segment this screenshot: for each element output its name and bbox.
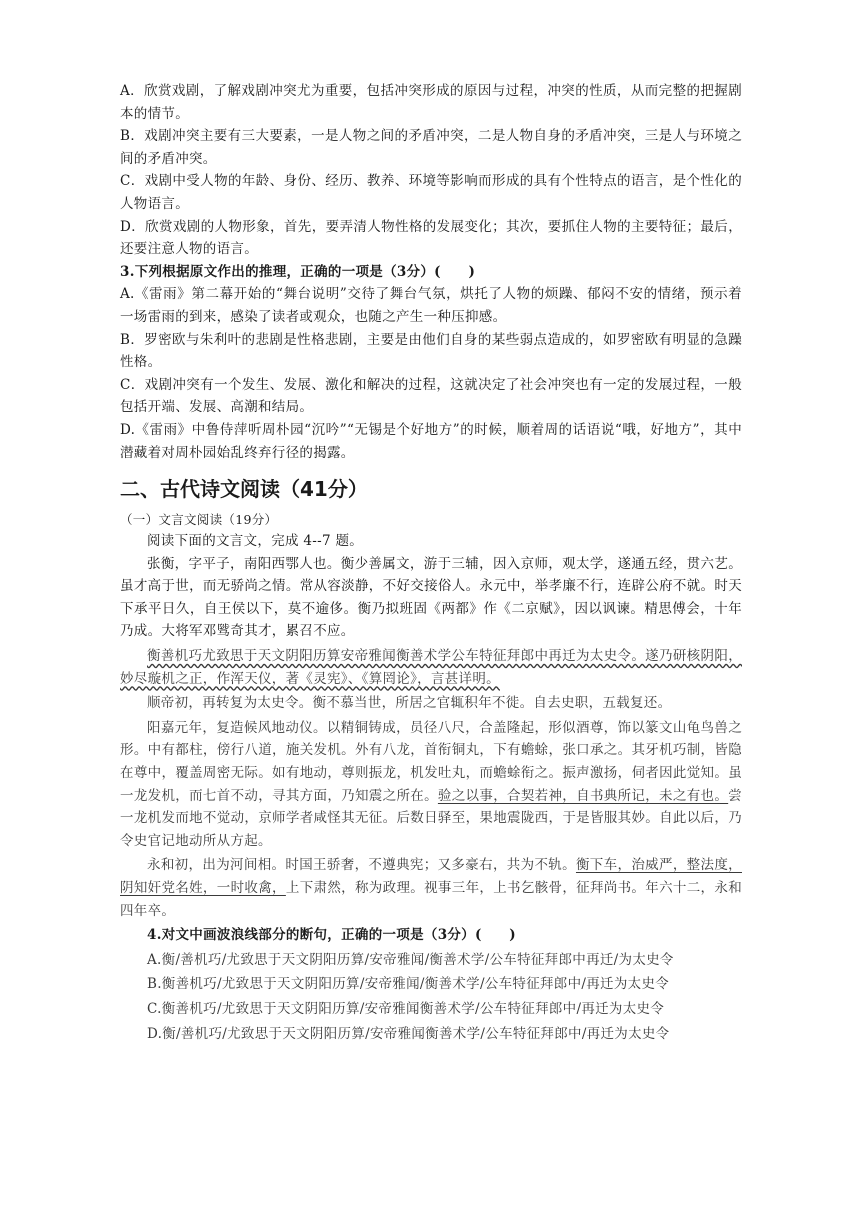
passage-paragraph-4 <box>120 717 742 853</box>
section-2-heading: 二、古代诗文阅读（41分） <box>120 477 368 502</box>
question-4-option-b: B.衡善机巧/尤致思于天文阴阳历算/安帝雅闻/衡善术学/公车特征拜郎中/再迁为太史令 <box>147 976 670 993</box>
question-4-stem: 4.对文中画波浪线部分的断句，正确的一项是（3分）( ) <box>147 927 516 944</box>
question-3-option-a: A.《雷雨》第二幕开始的“舞台说明”交待了舞台气氛，烘托了人物的烦躁、郁闷不安的情绪，预示着一场雷雨的到来，感染了读者或观众，也随之产生一种压抑感。 <box>120 286 742 325</box>
paragraph-4-text-a: 阳嘉元年，复造候风地动仪。以精铜铸成，员径八尺，合盖隆起，形似酒尊，饰以篆文山龟鸟兽之形。中有都柱，傍行八道，施关发机。外有八龙，首衔铜丸，下有蟾蜍，张口承之。其牙机巧制，皆隐在尊中，覆盖周密无际。如有地动，尊则振龙，机发吐丸，而蟾蜍衔之。振声激扬，伺者因此觉知。虽一龙发机，而七首不动，寻其方面，乃知震之所在。 <box>120 719 742 804</box>
reading-instruction: 阅读下面的文言文，完成 4--7 题。 <box>147 533 364 550</box>
question-4-option-c: C.衡善机巧/尤致思于天文阴阳历算/安帝雅闻衡善术学/公车特征拜郎中/再迁为太史令 <box>147 1000 665 1017</box>
question-3-option-b: B．罗密欧与朱利叶的悲剧是性格悲剧，主要是由他们自身的某些弱点造成的，如罗密欧有明显的急躁性格。 <box>120 331 742 371</box>
paragraph-5-text-a: 永和初，出为河间相。时国王骄奢，不遵典宪；又多豪右，共为不轨。 <box>147 857 576 874</box>
paragraph-4-text-b: 尝一龙机发而地不觉动，京师学者咸怪其无征。后数日驿至，果地震陇西，于是皆服其妙。自此以后，乃令史官记地动所从方起。 <box>120 787 742 849</box>
underlined-sentence-1: 验之以事，合契若神，自书典所记，未之有也。 <box>437 787 729 804</box>
wavy-underlined-text: 衡善机巧尤致思于天文阴阳历算安帝雅闻衡善术学公车特征拜郎中再迁为太史令。遂乃研核阴阳，妙尽璇机之正，作浑天仪，著《灵宪》、《算罔论》，言甚详明。 <box>120 648 742 687</box>
document-page <box>120 80 742 1045</box>
passage-paragraph-2 <box>120 645 742 690</box>
option-d-prev: D．欣赏戏剧的人物形象，首先，要弄清人物性格的发展变化；其次，要抓住人物的主要特征；最后，还要注意人物的语言。 <box>120 218 742 258</box>
passage-paragraph-5 <box>120 854 742 922</box>
question-3-option-d: D.《雷雨》中鲁侍萍听周朴园“沉吟”“无锡是个好地方”的时候，顺着周的话语说“哦，好地方”，其中潜藏着对周朴园始乱终弃行径的揭露。 <box>120 421 742 461</box>
paragraph-5-text-b: 上下肃然，称为政理。视事三年，上书乞骸骨，征拜尚书。年六十二，永和四年卒。 <box>120 880 742 919</box>
underlined-sentence-2: 衡下车，治威严，整法度，阴知奸党名姓，一时收禽， <box>120 857 742 896</box>
option-a-prev: A．欣赏戏剧，了解戏剧冲突尤为重要，包括冲突形成的原因与过程，冲突的性质，从而完整的把握剧本的情节。 <box>120 83 742 122</box>
question-3-stem: 3.下列根据原文作出的推理，正确的一项是（3分）( ) <box>120 263 476 280</box>
passage-paragraph-3: 顺帝初，再转复为太史令。衡不慕当世，所居之官辄积年不徙。自去史职，五载复还。 <box>147 695 672 712</box>
subsection-heading: （一）文言文阅读（19分） <box>120 512 278 528</box>
question-4-option-d: D.衡/善机巧/尤致思于天文阴阳历算/安帝雅闻衡善术学/公车特征拜郎中/再迁为太史令 <box>147 1025 670 1042</box>
question-4-option-a: A.衡/善机巧/尤致思于天文阴阳历算/安帝雅闻/衡善术学/公车特征拜郎中再迁/为太史令 <box>147 951 674 968</box>
question-3-option-c: C．戏剧冲突有一个发生、发展、激化和解决的过程，这就决定了社会冲突也有一定的发展过程，一般包括开端、发展、高潮和结局。 <box>120 376 742 416</box>
passage-paragraph-1: 张衡，字平子，南阳西鄂人也。衡少善属文，游于三辅，因入京师，观太学，遂通五经，贯六艺。虽才高于世，而无骄尚之情。常从容淡静，不好交接俗人。永元中，举孝廉不行，连辟公府不就。时天下承平日久，自王侯以下，莫不逾侈。衡乃拟班固《两都》作《二京赋》，因以讽谏。精思傅会，十年乃成。大将军邓骘奇其才，累召不应。 <box>120 555 742 640</box>
option-b-prev: B．戏剧冲突主要有三大要素，一是人物之间的矛盾冲突，二是人物自身的矛盾冲突，三是人与环境之间的矛盾冲突。 <box>120 128 742 167</box>
option-c-prev: C．戏剧中受人物的年龄、身份、经历、教养、环境等影响而形成的具有个性特点的语言，是个性化的人物语言。 <box>120 173 742 212</box>
